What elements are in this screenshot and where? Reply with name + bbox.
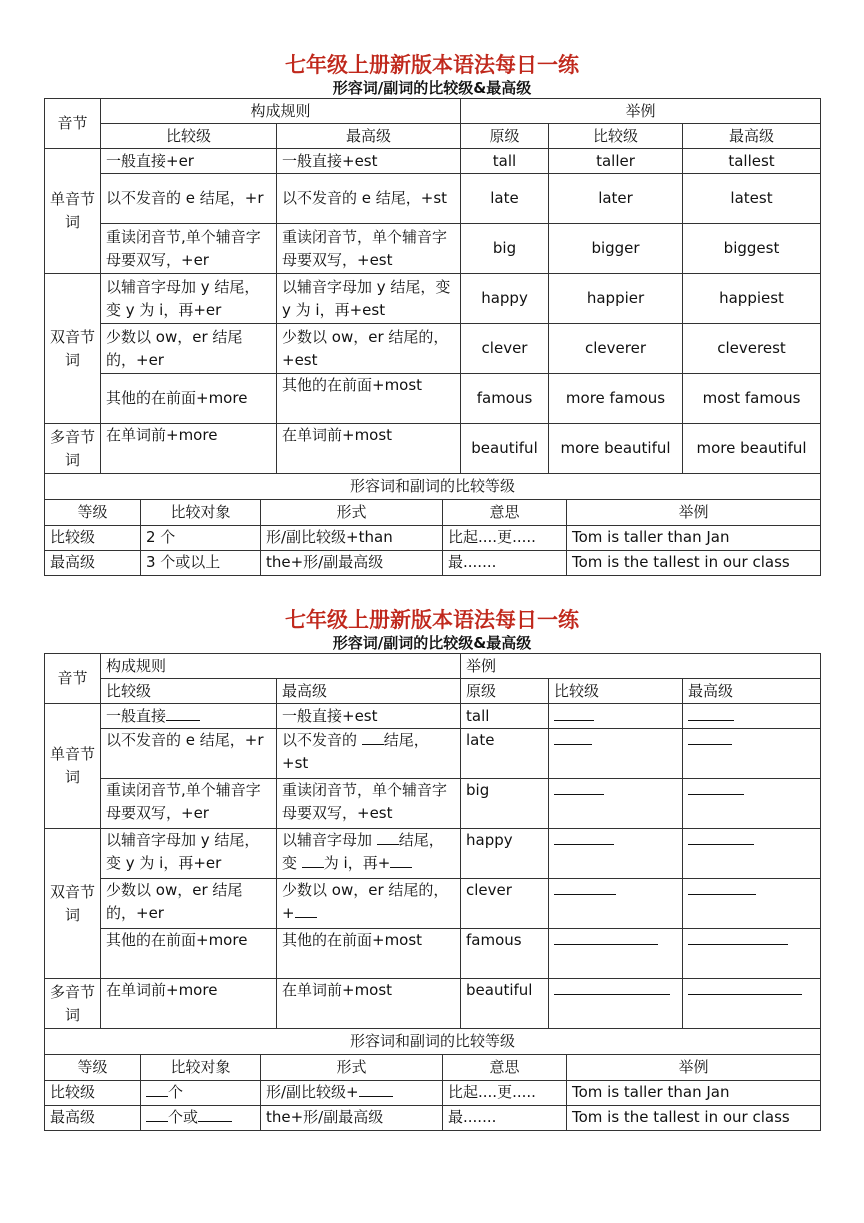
answer-blank[interactable]: [688, 830, 754, 845]
group-di: 双音节词: [45, 274, 101, 424]
header-comparative-ex: 比较级: [549, 124, 683, 149]
header-syllable: 音节: [45, 654, 101, 704]
example-comparative: [549, 779, 683, 829]
group-mono: 单音节词: [45, 149, 101, 274]
answer-blank[interactable]: [359, 1082, 393, 1097]
rule-comparative: 其他的在前面+more: [101, 929, 277, 979]
example-superlative: latest: [683, 174, 821, 224]
rule-superlative: 以辅音字母加 y 结尾，变 y 为 i，再+est: [277, 274, 461, 324]
degree-col-level: 等级: [45, 500, 141, 525]
example-comparative: [549, 929, 683, 979]
rule-superlative: 其他的在前面+most: [277, 929, 461, 979]
degree-level: 最高级: [45, 550, 141, 575]
degree-meaning: 比起....更.....: [443, 1080, 567, 1105]
rule-superlative: [277, 729, 461, 779]
rule-comparative: 少数以 ow，er 结尾的，+er: [101, 879, 277, 929]
example-comparative: more beautiful: [549, 424, 683, 474]
example-superlative: biggest: [683, 224, 821, 274]
example-comparative: bigger: [549, 224, 683, 274]
rule-text: 以不发音的: [282, 731, 362, 749]
example-comparative: [549, 704, 683, 729]
answer-section: [44, 52, 820, 576]
degree-level: 比较级: [45, 525, 141, 550]
rule-superlative: 一般直接+est: [277, 149, 461, 174]
rule-comparative: 重读闭音节,单个辅音字母要双写，+er: [101, 224, 277, 274]
example-superlative: [683, 929, 821, 979]
answer-blank[interactable]: [295, 903, 317, 918]
example-superlative: most famous: [683, 374, 821, 424]
example-base: clever: [461, 324, 549, 374]
answer-blank[interactable]: [688, 780, 744, 795]
rule-superlative: 以不发音的 e 结尾，+st: [277, 174, 461, 224]
rule-comparative: [101, 704, 277, 729]
example-comparative: more famous: [549, 374, 683, 424]
header-superlative: 最高级: [277, 124, 461, 149]
degree-object: [141, 1105, 261, 1130]
rule-text: 以辅音字母加: [282, 831, 377, 849]
degree-col-object: 比较对象: [141, 1055, 261, 1080]
example-base: tall: [461, 149, 549, 174]
answer-blank[interactable]: [554, 780, 604, 795]
rule-superlative: 一般直接+est: [277, 704, 461, 729]
degree-form: the+形/副最高级: [261, 1105, 443, 1130]
page-subtitle: 形容词/副词的比较级&最高级: [332, 634, 532, 652]
group-poly: 多音节词: [45, 424, 101, 474]
degree-object: 3 个或以上: [141, 550, 261, 575]
rule-superlative: 其他的在前面+most: [277, 374, 461, 424]
example-base: happy: [461, 829, 549, 879]
page-title: 七年级上册新版本语法每日一练: [285, 52, 579, 77]
answer-blank[interactable]: [166, 706, 200, 721]
header-comparative: 比较级: [101, 679, 277, 704]
example-superlative: [683, 979, 821, 1029]
header-comparative-ex: 比较级: [549, 679, 683, 704]
page-subtitle: 形容词/副词的比较级&最高级: [332, 79, 532, 97]
answer-blank[interactable]: [146, 1082, 168, 1097]
answer-blank[interactable]: [198, 1107, 232, 1122]
exercise-rules-table: [44, 653, 821, 1055]
header-rules: 构成规则: [101, 654, 461, 679]
example-superlative: cleverest: [683, 324, 821, 374]
example-base: clever: [461, 879, 549, 929]
rule-superlative: [277, 829, 461, 879]
rule-superlative: 少数以 ow，er 结尾的，+est: [277, 324, 461, 374]
degree-object: 2 个: [141, 525, 261, 550]
example-comparative: [549, 979, 683, 1029]
degree-example: Tom is the tallest in our class: [567, 1105, 821, 1130]
answer-blank[interactable]: [688, 706, 734, 721]
rule-text: 为 i，再+: [323, 854, 391, 872]
answer-blank[interactable]: [554, 730, 592, 745]
example-base: famous: [461, 929, 549, 979]
answer-blank[interactable]: [362, 730, 384, 745]
example-comparative: [549, 729, 683, 779]
degree-example: Tom is taller than Jan: [567, 1080, 821, 1105]
degree-heading: 形容词和副词的比较等级: [45, 1029, 821, 1055]
group-poly: 多音节词: [45, 979, 101, 1029]
degree-level: 最高级: [45, 1105, 141, 1130]
degree-example: Tom is the tallest in our class: [567, 550, 821, 575]
degree-form: the+形/副最高级: [261, 550, 443, 575]
degree-object-text: 个或: [168, 1108, 199, 1126]
answer-blank[interactable]: [688, 980, 802, 995]
degree-col-meaning: 意思: [443, 500, 567, 525]
rule-text: 少数以 ow，er 结尾的，+: [282, 881, 449, 922]
degree-meaning: 最.......: [443, 1105, 567, 1130]
degree-form: [261, 1080, 443, 1105]
rules-table: [44, 98, 821, 500]
rule-superlative: 重读闭音节，单个辅音字母要双写，+est: [277, 224, 461, 274]
answer-blank[interactable]: [390, 853, 412, 868]
header-syllable: 音节: [45, 99, 101, 149]
example-comparative: taller: [549, 149, 683, 174]
header-base: 原级: [461, 679, 549, 704]
degree-example: Tom is taller than Jan: [567, 525, 821, 550]
example-superlative: [683, 779, 821, 829]
degree-col-meaning: 意思: [443, 1055, 567, 1080]
degree-form-text: 形/副比较级+: [266, 1083, 359, 1101]
degree-col-form: 形式: [261, 1055, 443, 1080]
example-base: beautiful: [461, 424, 549, 474]
header-rules: 构成规则: [101, 99, 461, 124]
degree-meaning: 比起....更.....: [443, 525, 567, 550]
rule-comparative: 少数以 ow，er 结尾的，+er: [101, 324, 277, 374]
degree-heading: 形容词和副词的比较等级: [45, 474, 821, 500]
rule-comparative: 在单词前+more: [101, 424, 277, 474]
degree-col-example: 举例: [567, 500, 821, 525]
exercise-degree-table: [44, 1055, 821, 1131]
rule-comparative: 以辅音字母加 y 结尾，变 y 为 i，再+er: [101, 829, 277, 879]
example-superlative: [683, 829, 821, 879]
rule-comparative: 重读闭音节,单个辅音字母要双写，+er: [101, 779, 277, 829]
group-di: 双音节词: [45, 829, 101, 979]
example-base: late: [461, 174, 549, 224]
page-title: 七年级上册新版本语法每日一练: [285, 607, 579, 632]
example-base: tall: [461, 704, 549, 729]
example-comparative: happier: [549, 274, 683, 324]
degree-meaning: 最.......: [443, 550, 567, 575]
header-comparative: 比较级: [101, 124, 277, 149]
example-superlative: [683, 729, 821, 779]
rule-comparative: 一般直接+er: [101, 149, 277, 174]
example-base: big: [461, 224, 549, 274]
rule-comparative: 以辅音字母加 y 结尾，变 y 为 i，再+er: [101, 274, 277, 324]
header-superlative: 最高级: [277, 679, 461, 704]
rule-comparative: 以不发音的 e 结尾，+r: [101, 729, 277, 779]
example-base: late: [461, 729, 549, 779]
header-superlative-ex: 最高级: [683, 124, 821, 149]
example-base: beautiful: [461, 979, 549, 1029]
answer-blank[interactable]: [377, 830, 399, 845]
degree-col-level: 等级: [45, 1055, 141, 1080]
header-examples: 举例: [461, 99, 821, 124]
rule-superlative: 在单词前+most: [277, 979, 461, 1029]
degree-col-object: 比较对象: [141, 500, 261, 525]
header-examples: 举例: [461, 654, 821, 679]
example-base: famous: [461, 374, 549, 424]
example-superlative: tallest: [683, 149, 821, 174]
rule-superlative: [277, 879, 461, 929]
example-superlative: more beautiful: [683, 424, 821, 474]
rule-comparative: 以不发音的 e 结尾，+r: [101, 174, 277, 224]
degree-form: 形/副比较级+than: [261, 525, 443, 550]
rule-text: 结尾，+st: [282, 731, 429, 772]
degree-object-text: 个: [168, 1083, 184, 1101]
exercise-section: [44, 607, 820, 1131]
example-comparative: [549, 879, 683, 929]
example-superlative: [683, 879, 821, 929]
answer-blank[interactable]: [688, 930, 788, 945]
answer-blank[interactable]: [688, 880, 756, 895]
rule-text: 一般直接: [106, 706, 167, 725]
rule-comparative: 其他的在前面+more: [101, 374, 277, 424]
example-superlative: [683, 704, 821, 729]
answer-blank[interactable]: [554, 880, 616, 895]
example-comparative: later: [549, 174, 683, 224]
answer-blank[interactable]: [554, 980, 670, 995]
answer-blank[interactable]: [302, 853, 324, 868]
example-base: happy: [461, 274, 549, 324]
example-comparative: [549, 829, 683, 879]
degree-table: [44, 500, 821, 576]
rule-comparative: 在单词前+more: [101, 979, 277, 1029]
rule-text: 结尾，变: [282, 831, 444, 872]
degree-object: [141, 1080, 261, 1105]
answer-blank[interactable]: [554, 830, 614, 845]
group-mono: 单音节词: [45, 704, 101, 829]
degree-col-example: 举例: [567, 1055, 821, 1080]
answer-blank[interactable]: [554, 930, 658, 945]
header-base: 原级: [461, 124, 549, 149]
rule-superlative: 在单词前+most: [277, 424, 461, 474]
example-superlative: happiest: [683, 274, 821, 324]
rule-superlative: 重读闭音节，单个辅音字母要双写，+est: [277, 779, 461, 829]
header-superlative-ex: 最高级: [683, 679, 821, 704]
degree-col-form: 形式: [261, 500, 443, 525]
example-comparative: cleverer: [549, 324, 683, 374]
answer-blank[interactable]: [554, 706, 594, 721]
degree-level: 比较级: [45, 1080, 141, 1105]
answer-blank[interactable]: [146, 1107, 168, 1122]
example-base: big: [461, 779, 549, 829]
answer-blank[interactable]: [688, 730, 732, 745]
